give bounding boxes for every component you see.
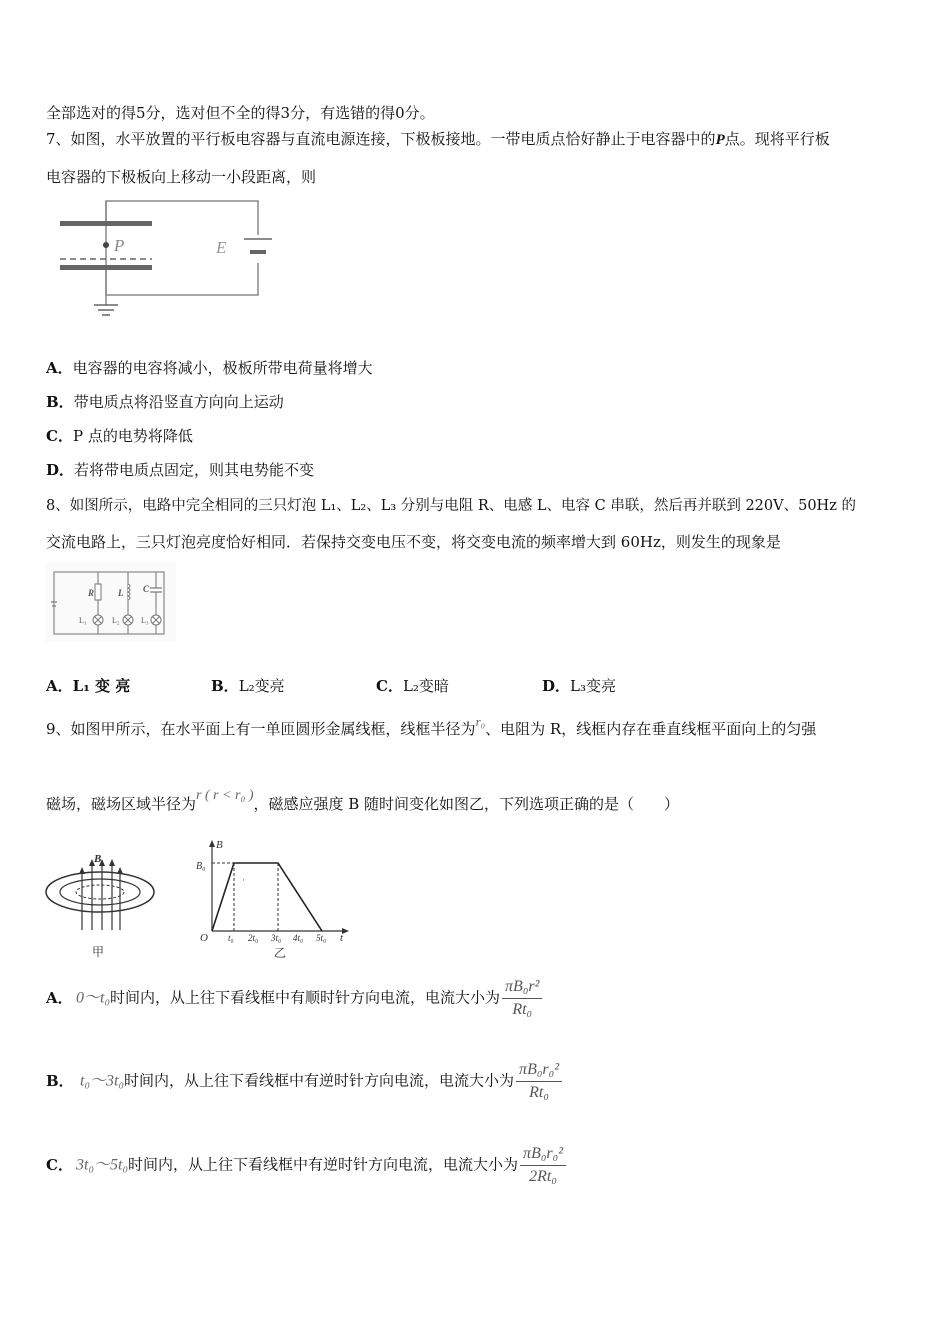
q9-coil-ring [46,872,154,912]
q9-figure-jia [42,848,162,963]
q9-option-b: B． t₀～3t₀时间内，从上往下看线框中有逆时针方向电流，电流大小为 $\frac{\text{πB₀r₀²}}{\text{Rt₀}}$ [46,1061,564,1102]
q9-tick-t0: t₀ [228,933,234,943]
q9-r0-symbol: r₀ [475,714,486,729]
q8-r-label: R [88,588,95,598]
q7-bottom-plate [60,265,152,270]
q9-option-a-formula: $\frac{\text{πB₀r²}}{\text{Rt₀}}$ [502,978,542,1019]
q7-point: P [715,132,725,148]
q8-l3-label: L₃ [141,616,149,625]
q8-option-d: D．L₃变亮 [542,677,616,695]
q9-option-a: A． 0～t₀时间内，从上往下看线框中有顺时针方向电流，电流大小为 $\frac{\text{πB₀r²}}{\text{Rt₀}}$ [46,978,544,1019]
q9-fig-yi-label: 乙 [274,946,287,960]
q9-option-b-formula: $\frac{\text{πB₀r₀²}}{\text{Rt₀}}$ [516,1061,562,1102]
q8-l-label: L [118,588,124,598]
q7-capacitor-figure [54,195,284,330]
q7-source-label: E [216,238,227,257]
q9-option-c-interval: 3t₀～5t₀ [76,1156,129,1174]
q7-charged-particle [103,242,109,248]
q7-number: 7、 [46,130,71,148]
q7-option-a: A．电容器的电容将减小，极板所带电荷量将增大 [46,359,373,377]
q9-stem-line2: 磁场，磁场区域半径为r ( r < r₀ )，磁感应强度 B 随时间变化如图乙，下列选项正确的是（ ） [46,788,680,813]
q9-option-c: C． 3t₀～5t₀时间内，从上往下看线框中有逆时针方向电流，电流大小为 $\frac{\text{πB₀r₀²}}{\text{2Rt₀}}$ [46,1145,568,1186]
q7-point-label: P [114,236,125,255]
q8-option-b: B．L₂变亮 [211,677,285,695]
q8-stem-line1 [46,494,856,515]
q9-graph-origin: O [200,932,208,944]
q9-field-arrows-icon [82,864,120,930]
q9-graph-b-curve [212,863,322,931]
q7-circuit-wire [106,201,258,295]
q7-stem-line2: 电容器的下极板向上移动一小段距离，则 [46,168,317,186]
q8-c-label: C [143,584,150,594]
q9-option-a-interval: 0～t₀ [76,989,111,1007]
q9-figure-yi-graph [190,835,355,963]
q7-stem-line1 [46,128,830,149]
svg-text:·: · [242,875,245,885]
q7-stem-b: 点。现将平行板 [724,130,830,148]
q8-option-a: A．L₁ 变 亮 [46,677,131,695]
q9-tick-2t0: 2t₀ [248,933,259,943]
svg-text:B: B [94,853,102,865]
q9-tick-5t0: 5t₀ [316,933,327,943]
q7-option-b: B．带电质点将沿竖直方向向上运动 [46,393,284,411]
q9-tick-3t0: 3t₀ [271,933,282,943]
q9-field-region [76,885,124,899]
q9-number: 9、 [46,720,71,738]
q8-number: 8、 [46,498,70,514]
q8-stem-line2: 交流电路上，三只灯泡亮度恰好相同．若保持交变电压不变，将交变电流的频率增大到 60Hz，则发生的现象是 [46,533,781,551]
q8-option-c: C．L₂变暗 [376,677,449,695]
q7-stem-a: 如图，水平放置的平行板电容器与直流电源连接，下极板接地。一带电质点恰好静止于电容器中的 [70,130,716,148]
q8-resistor-icon [95,584,101,600]
q9-tick-4t0: 4t₀ [293,933,304,943]
q9-graph-b0: B₀ [196,861,206,872]
q8-l2-label: L₂ [112,616,120,625]
q9-r-condition: r ( r < r₀ ) [196,788,254,803]
q9-graph-t-label: t [340,932,344,944]
q7-top-plate [60,221,152,226]
intro-text: 全部选对的得5分，选对但不全的得3分，有选错的得0分。 [46,104,435,122]
q8-stem-a: 如图所示，电路中完全相同的三只灯泡 L₁、L₂、L₃ 分别与电阻 R、电感 L、电容 C 串联，然后再并联到 220V、50Hz 的 [69,498,856,514]
q9-graph-y-label: B [216,839,223,851]
q7-option-c: C．P 点的电势将降低 [46,427,193,445]
q8-circuit-figure [46,562,176,642]
q9-option-c-formula: $\frac{\text{πB₀r₀²}}{\text{2Rt₀}}$ [520,1145,566,1186]
q9-stem-line1: 9、如图甲所示，在水平面上有一单匝圆形金属线框，线框半径为r₀、电阻为 R，线框内存在垂直线框平面向上的匀强 [46,714,817,738]
q9-fig-jia-label: 甲 [92,945,105,959]
q9-option-b-interval: t₀～3t₀ [80,1072,125,1090]
q8-l1-label: L₁ [79,616,87,625]
q7-option-d: D．若将带电质点固定，则其电势能不变 [46,461,315,479]
